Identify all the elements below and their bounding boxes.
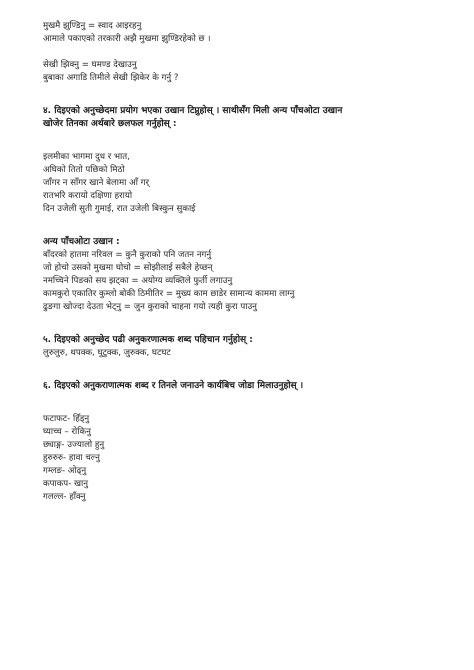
other-proverb-item: बाँदरको हातमा नरिवल = कुनै कुराको पनि जतन नगर्नु (43, 250, 212, 260)
proverb-item: जाँगर न साँगर खाने बेलामा आँ गर् (43, 178, 149, 188)
pair-item: घ्याच्च – रोकिनु (43, 427, 91, 437)
example-line: आमाले पकाएको तरकारी अझै मुखमा झुण्डिरहेको छ । (43, 34, 211, 44)
pair-item: कपाकप- खानु (43, 479, 89, 489)
other-proverb-item: कामकुरो एकातिर कुम्लो बोकी ठिमीतिर = मुख्य काम छाडेर सामान्य काममा लाग्नु (43, 289, 295, 299)
question-4-heading: ४. दिइएको अनुच्छेदमा प्रयोग भएका उखान टिप्नुहोस् । साथीसँग मिली अन्य पाँचओटा उखान (43, 106, 343, 116)
other-proverbs-heading: अन्य पाँचओटा उखान : (43, 237, 120, 247)
pair-item: हुरुरुरु- हावा चल्नु (43, 453, 100, 463)
pair-item: छ्याङ्ग- उज्यालो हुनु (43, 440, 105, 450)
question-5-heading: ५. दिइएको अनुच्छेद पढी अनुकरणात्मक शब्द पहिचान गर्नुहोस् : (43, 335, 253, 345)
document-page (43, 20, 453, 504)
question-4-heading-cont: खोजेर तिनका अर्थबारे छलफल गर्नुहोस् : (43, 119, 177, 129)
example-line: बुबाका अगाडि तिमीले सेखी झिकेर के गर्नु ? (43, 73, 179, 83)
other-proverb-item: जो होचो उसको मुखमा घोचो = सोझीलाई सबैले हेप्छन् (43, 263, 213, 273)
question-5-answer: लुरुलुरु, थपक्क, घुटुक्क, जुरुक्क, घटघट (43, 348, 171, 358)
idiom-line: सेखी झिक्नु = घमण्ड देखाउनु (43, 60, 137, 70)
other-proverb-item: नमच्चिने पिङको सय झट्का = अयोग्य व्यक्तिले फुर्ती लगाउनु (43, 276, 233, 286)
pair-item: गलल्ल- हाँक्नु (43, 492, 86, 502)
pair-item: गम्लङ- ओढ्नु (43, 466, 87, 476)
proverb-item: अघिको तितो पछिको मिठो (43, 165, 125, 175)
proverb-item: दिन उजेली सुती गुमाई, रात उजेली बिस्कुन सुकाई (43, 204, 196, 214)
proverb-item: इलमीका भागमा दुध र भात, (43, 152, 130, 162)
proverb-item: रातभरि करायो दक्षिणा हरायो (43, 191, 133, 201)
other-proverb-item: ढुङगा खोज्दा देउता भेट्नु = जुन कुराको चाहना गयो त्यही कुरा पाउनु (43, 302, 257, 312)
pair-item: फटाफट- हिँड्नु (43, 414, 90, 424)
idiom-line: मुखमै झुण्डिनु = स्वाद आइरहनु (43, 21, 142, 31)
question-6-heading: ६. दिइएको अनुकराणात्मक शब्द र तिनले जनाउने कार्यबिच जोडा मिलाउनुहोस् । (43, 381, 304, 391)
